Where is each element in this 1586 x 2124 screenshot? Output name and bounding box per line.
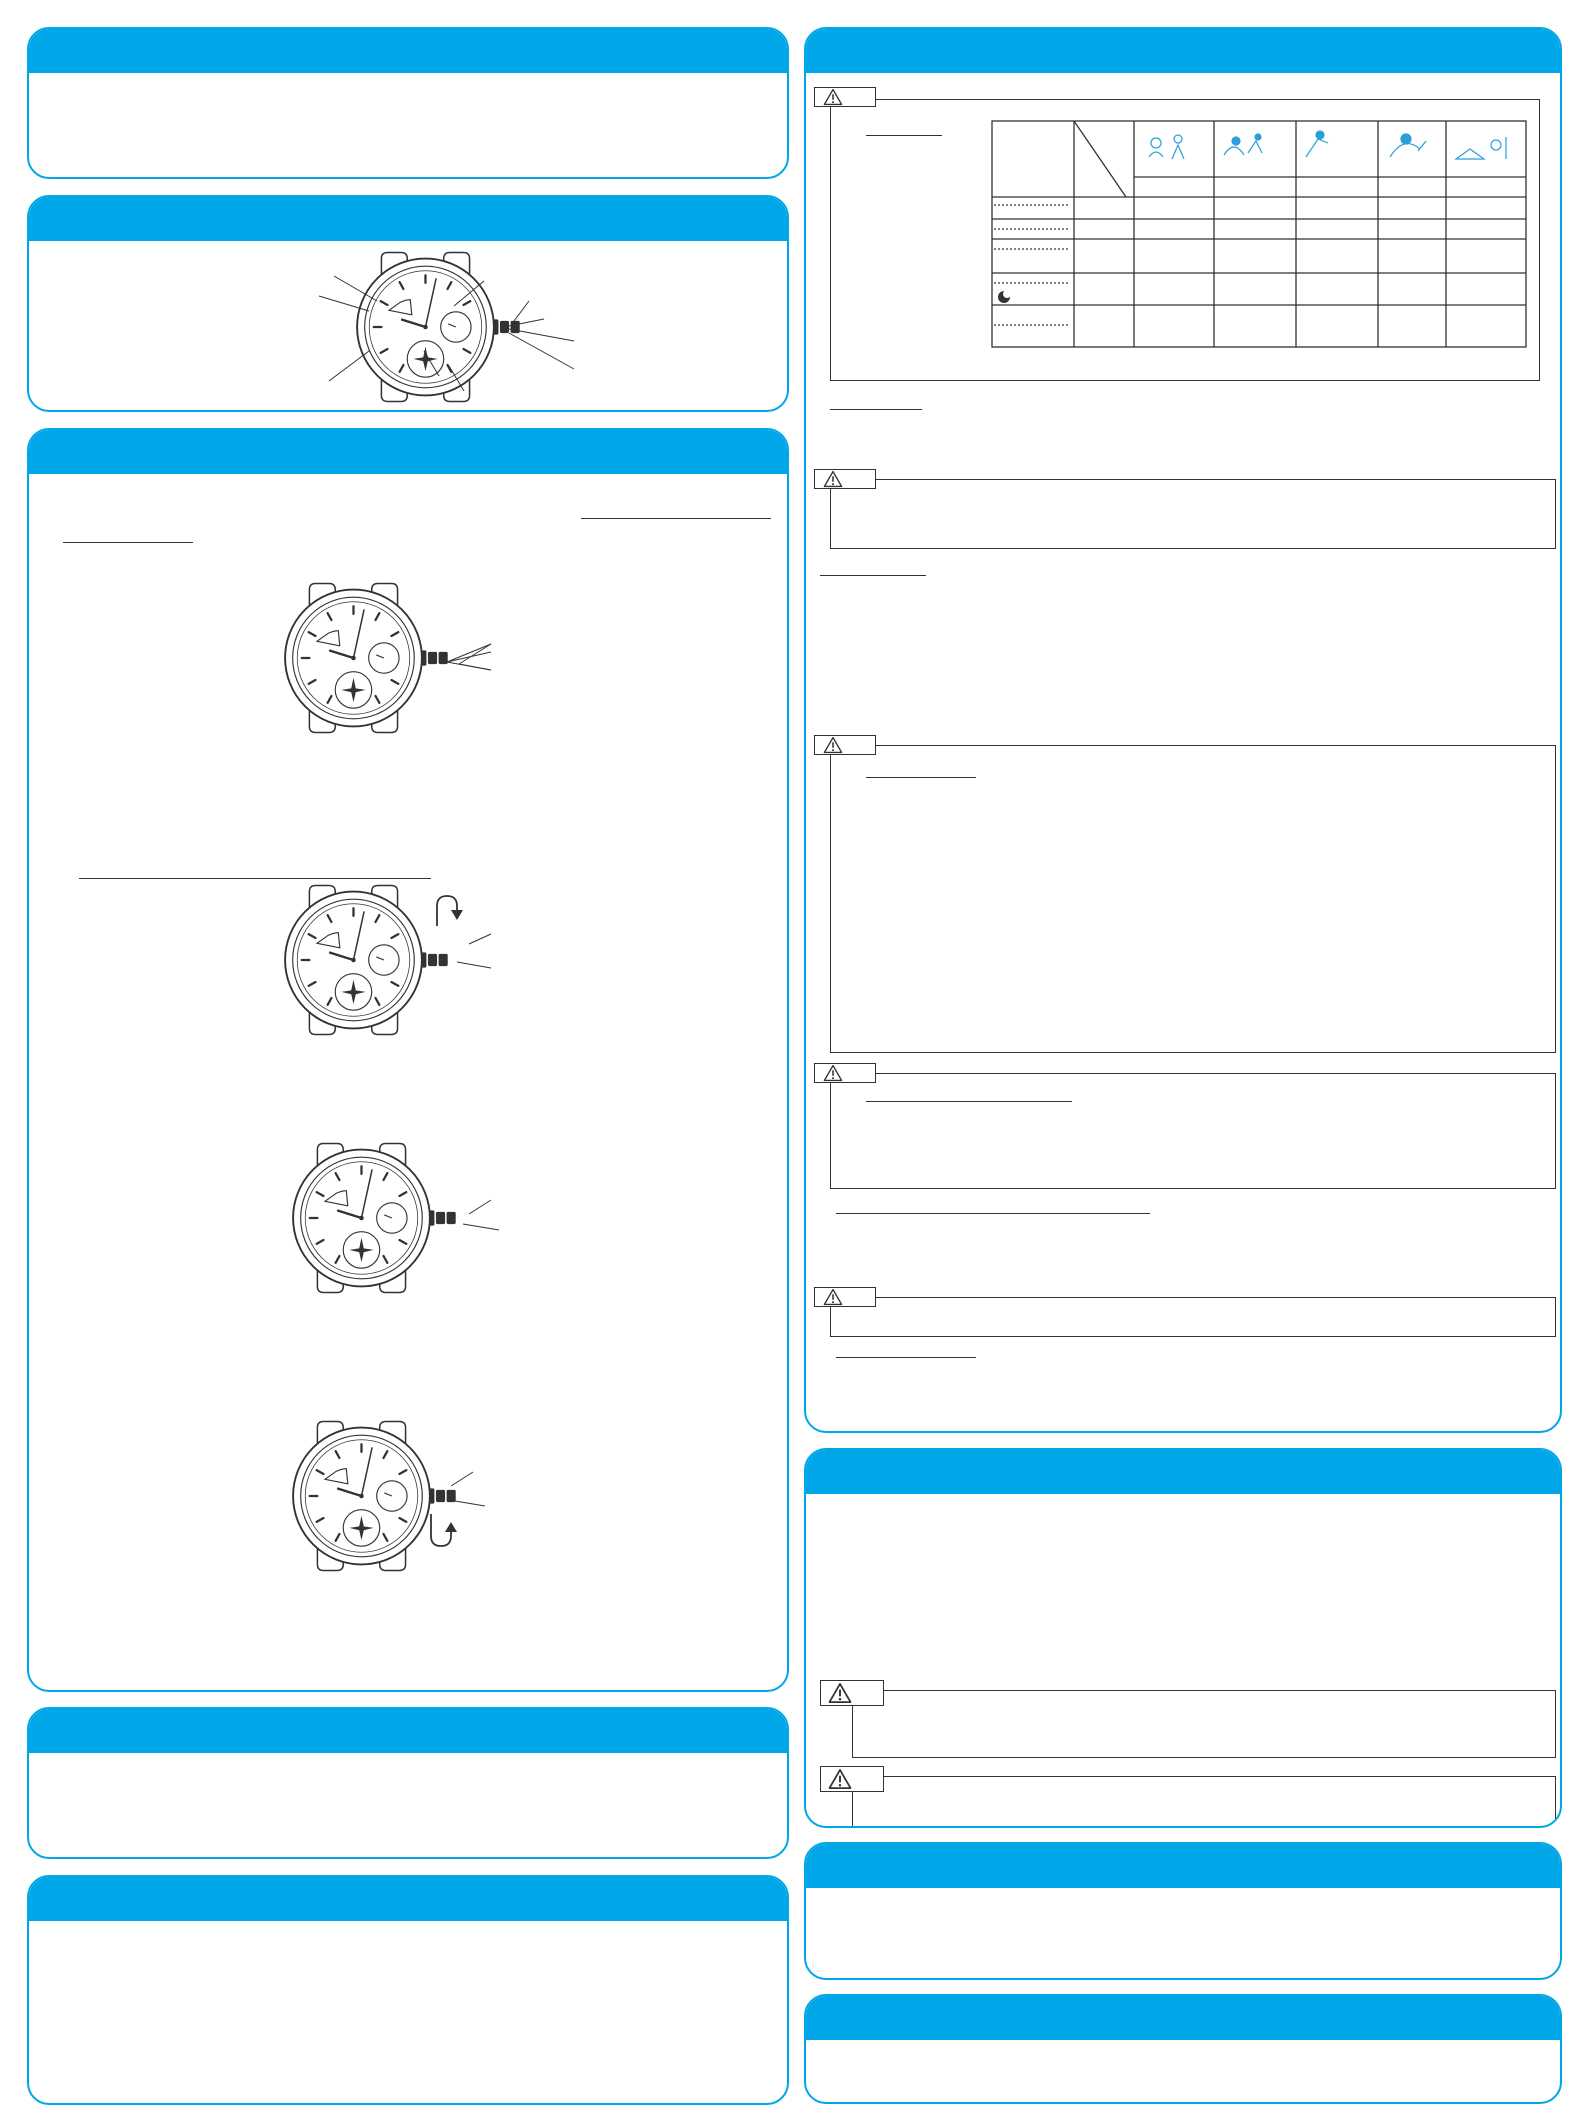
panel-8-header (806, 1844, 1560, 1888)
activity-icon-handwash (1149, 135, 1184, 159)
panel-9-header (806, 1996, 1560, 2040)
moon-icon (998, 290, 1011, 303)
activity-icon-swim (1306, 131, 1328, 157)
warning-triangle-icon (821, 1064, 845, 1082)
panel-8 (804, 1842, 1562, 1980)
warning-tag-4 (814, 1063, 876, 1083)
panel-water-resistance (804, 27, 1562, 1433)
panel-4 (27, 1707, 789, 1859)
warning-tag-3 (814, 735, 876, 755)
warning-box-7 (852, 1776, 1556, 1828)
panel-part-names (27, 195, 789, 412)
warning-box-5 (830, 1297, 1556, 1337)
panel-7-header (806, 1450, 1560, 1494)
panel-intro (27, 27, 789, 179)
panel-setting-time-header (29, 430, 787, 474)
panel-5-header (29, 1877, 787, 1921)
activity-icon-dive (1390, 134, 1426, 157)
watch-diagram-step-4 (29, 474, 787, 1692)
panel-4-header (29, 1709, 787, 1753)
rotate-arrow-counterclockwise-icon (431, 1514, 457, 1546)
warning-tag-7 (820, 1766, 884, 1792)
panel-water-resistance-header (806, 29, 1560, 73)
panel-intro-header (29, 29, 787, 73)
warning-triangle-icon (827, 1768, 853, 1790)
warning-triangle-icon (827, 1682, 853, 1704)
activity-icon-sauna (1456, 137, 1506, 159)
warning-triangle-icon (821, 470, 845, 488)
warning-tag-6 (820, 1680, 884, 1706)
panel-7 (804, 1448, 1562, 1828)
warning-triangle-icon (821, 736, 845, 754)
underline-section-d (866, 1101, 1072, 1102)
panel-setting-time (27, 428, 789, 1692)
warning-tag-2 (814, 469, 876, 489)
water-resistance-table (806, 73, 1562, 403)
warning-tag-5 (814, 1287, 876, 1307)
watch-diagram-part-names (29, 241, 787, 412)
warning-box-6 (852, 1690, 1556, 1758)
warning-box-3 (830, 745, 1556, 1053)
warning-triangle-icon (821, 1288, 845, 1306)
underline-section-f (836, 1357, 976, 1358)
activity-icon-rain (1224, 134, 1262, 155)
underline-section-b (820, 575, 926, 576)
underline-section-e (836, 1213, 1150, 1214)
warning-box-2 (830, 479, 1556, 549)
underline-section-c (866, 777, 976, 778)
panel-part-names-header (29, 197, 787, 241)
underline-section-a (830, 409, 922, 410)
panel-9 (804, 1994, 1562, 2104)
panel-5 (27, 1875, 789, 2105)
warning-box-4 (830, 1073, 1556, 1189)
